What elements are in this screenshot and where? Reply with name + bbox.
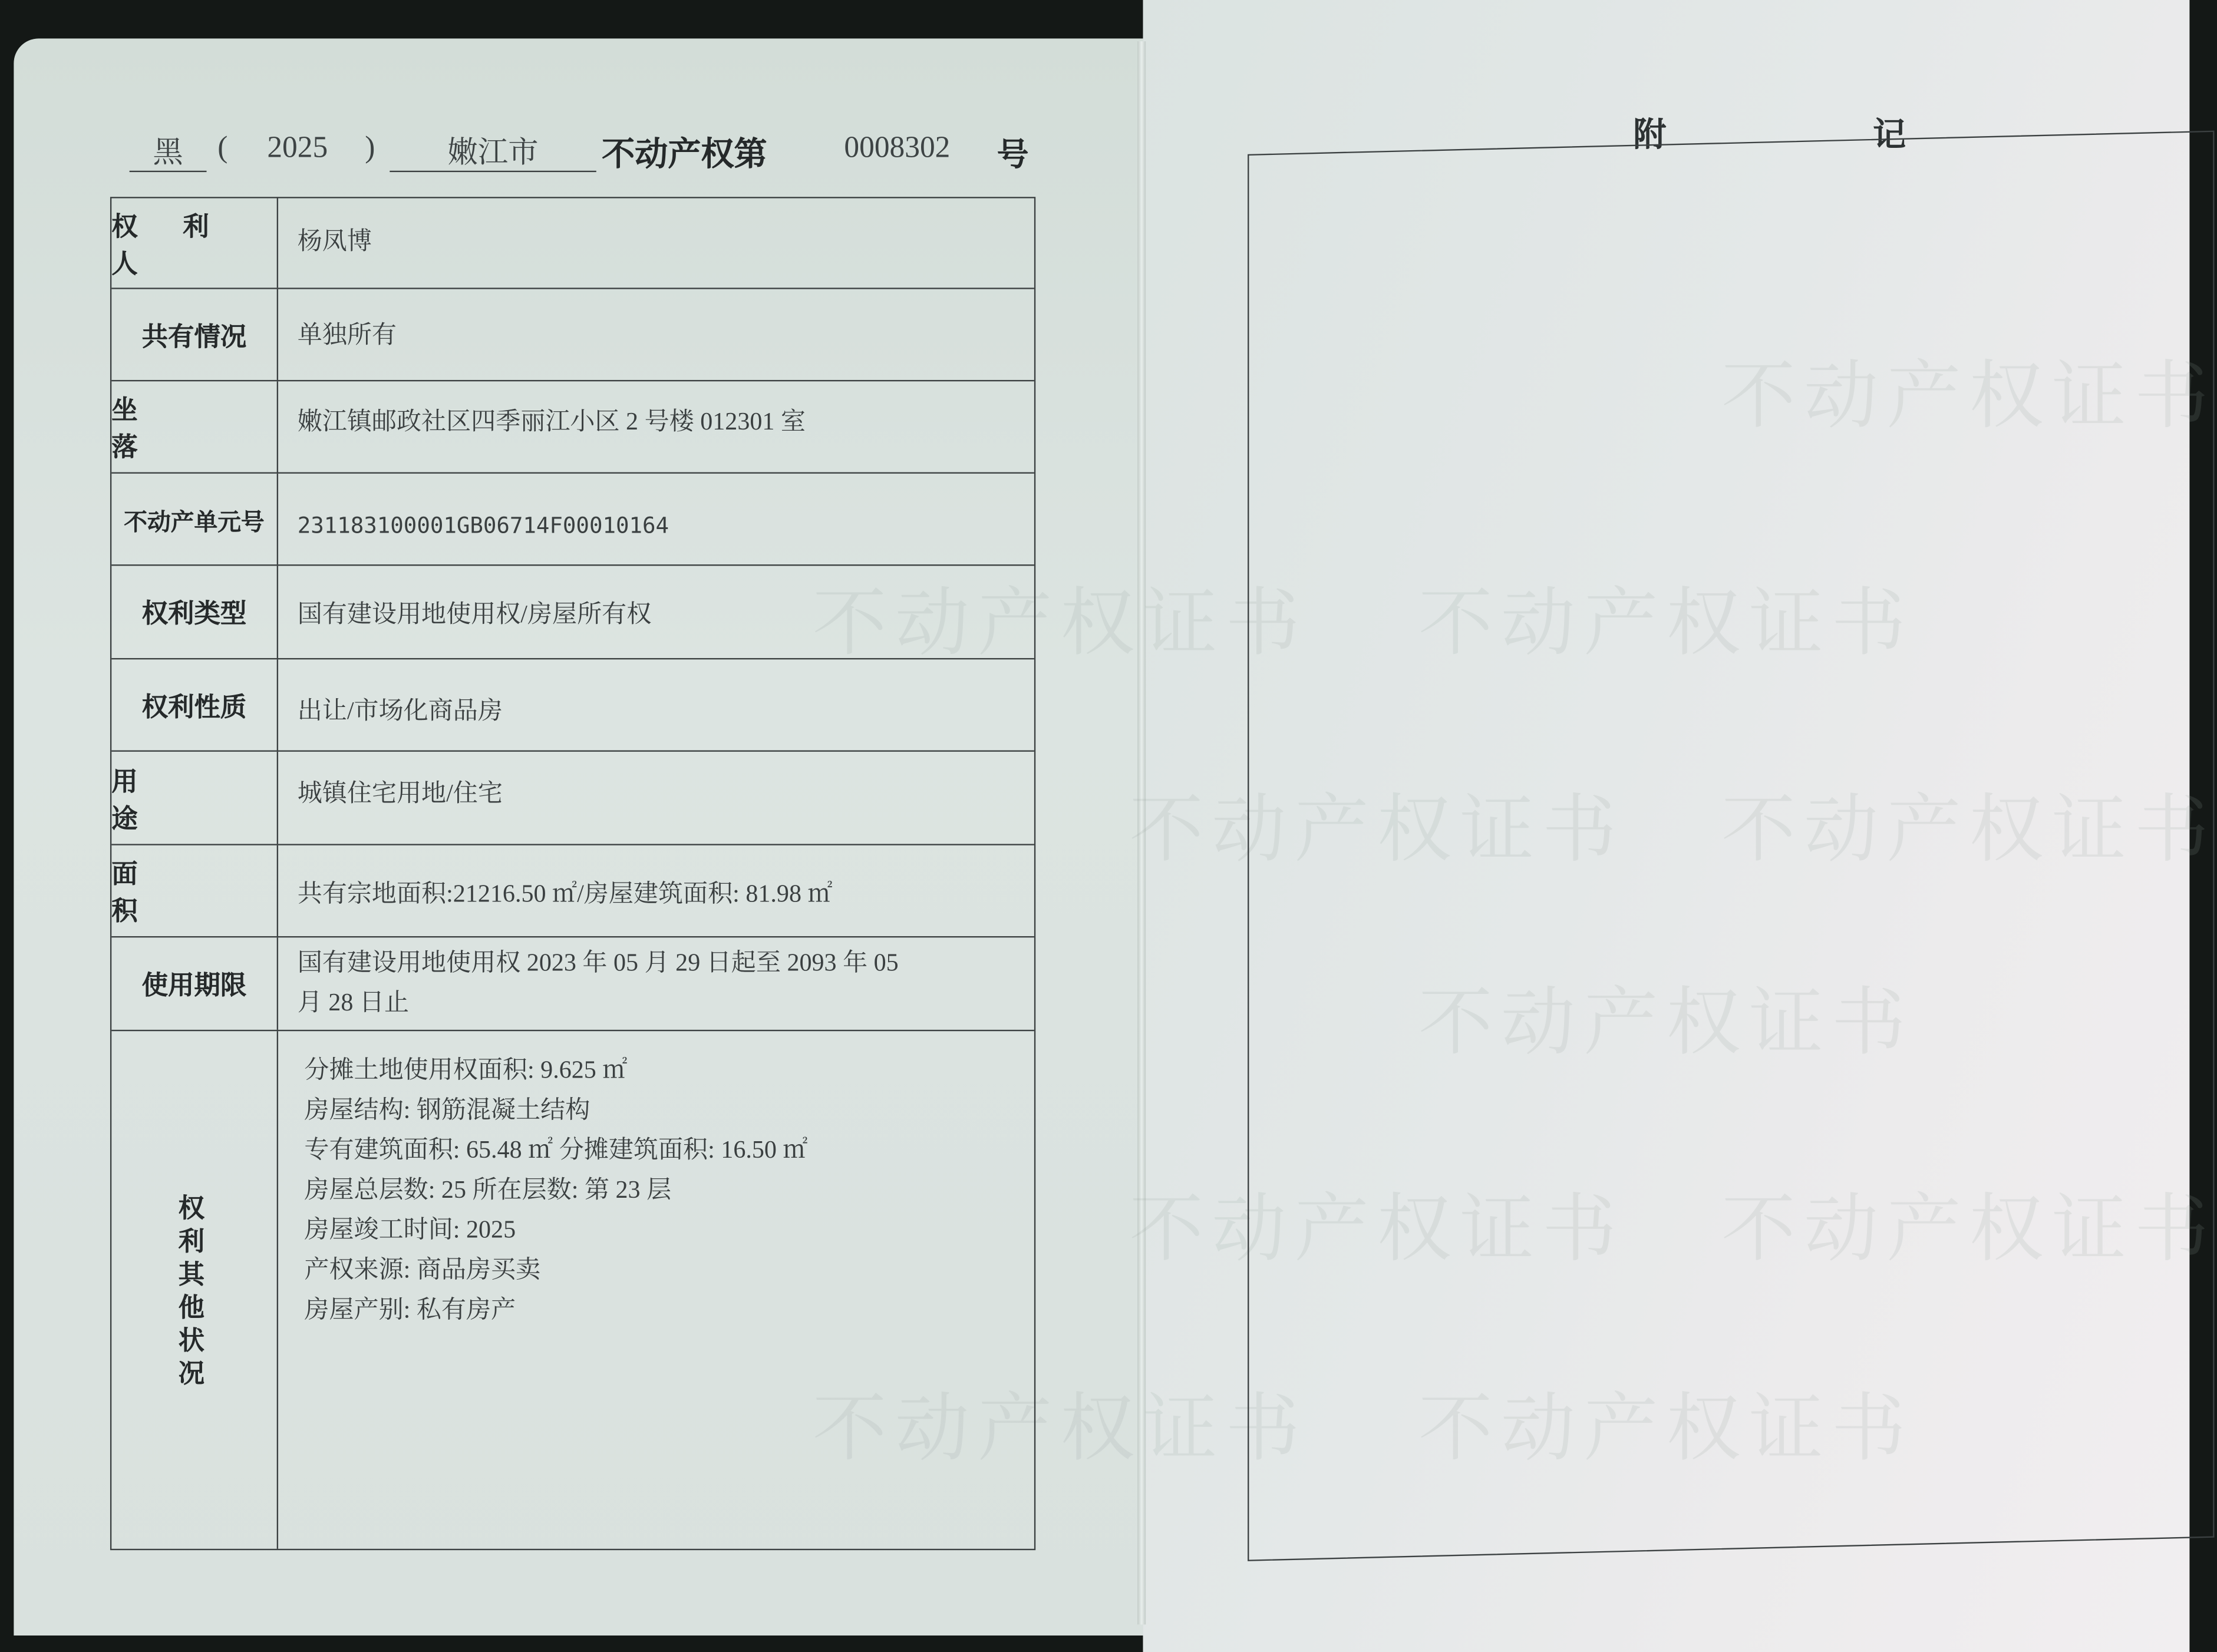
watermark-text: 不动产权证书 <box>1129 786 1625 873</box>
certificate-table <box>110 197 1035 1550</box>
detail-line: 房屋结构: 钢筋混凝土结构 <box>304 1096 590 1124</box>
label-usage: 用 途 <box>111 752 278 844</box>
value-co-ownership: 单独所有 <box>297 321 397 349</box>
label-owner: 权 利 人 <box>111 198 278 288</box>
value-usage: 城镇住宅用地/住宅 <box>297 779 503 807</box>
header-paren-open: ( <box>217 129 228 164</box>
header-city: 嫩江市 <box>390 130 596 172</box>
header-province: 黑 <box>130 130 207 172</box>
label-co-ownership: 共有情况 <box>111 289 278 380</box>
value-right-type: 国有建设用地使用权/房屋所有权 <box>297 600 652 628</box>
label-term: 使用期限 <box>111 937 278 1030</box>
label-other-status <box>111 1031 278 1549</box>
row-other-status <box>111 1031 1034 1549</box>
value-location: 嫩江镇邮政社区四季丽江小区 2 号楼 012301 室 <box>297 407 806 435</box>
row-unit-number <box>111 474 1034 566</box>
row-area <box>111 845 1034 938</box>
detail-line: 房屋产别: 私有房产 <box>304 1295 516 1323</box>
label-right-type: 权利类型 <box>111 566 278 658</box>
label-unit-number: 不动产单元号 <box>111 474 278 564</box>
watermark-text: 不动产权证书 <box>812 579 1308 666</box>
row-owner <box>111 198 1034 289</box>
value-right-nature: 出让/市场化商品房 <box>297 696 503 725</box>
watermark-text: 不动产权证书 <box>1721 786 2217 873</box>
watermark-text: 不动产权证书 <box>1721 1185 2217 1273</box>
row-location <box>111 381 1034 474</box>
detail-line: 专有建筑面积: 65.48 ㎡ 分摊建筑面积: 16.50 ㎡ <box>304 1135 808 1164</box>
annex-box <box>1248 131 2214 1561</box>
label-location: 坐 落 <box>111 381 278 472</box>
value-term-line2: 月 28 日止 <box>297 988 410 1016</box>
annex-title: 附 记 <box>1633 118 2005 154</box>
value-unit-number: 231183100001GB06714F00010164 <box>297 512 669 538</box>
label-area: 面 积 <box>111 845 278 936</box>
detail-line: 房屋总层数: 25 所在层数: 第 23 层 <box>304 1175 672 1204</box>
row-usage <box>111 752 1034 845</box>
label-char: 利 <box>178 1228 205 1257</box>
row-term <box>111 937 1034 1031</box>
header-number: 0008302 <box>844 129 951 164</box>
value-area: 共有宗地面积:21216.50 ㎡/房屋建筑面积: 81.98 ㎡ <box>297 880 833 907</box>
header-suffix: 号 <box>997 137 1029 173</box>
header-paren-close: ) <box>365 129 375 164</box>
row-right-type <box>111 566 1034 659</box>
label-char: 状 <box>178 1327 205 1356</box>
other-details <box>304 1050 1025 1330</box>
value-term-line1: 国有建设用地使用权 2023 年 05 月 29 日起至 2093 年 05 <box>297 949 899 976</box>
label-char: 况 <box>178 1360 205 1389</box>
header-cert-type: 不动产权第 <box>602 137 767 174</box>
watermark-text: 不动产权证书 <box>1418 1385 1915 1472</box>
watermark-text: 不动产权证书 <box>1721 352 2217 440</box>
detail-line: 分摊土地使用权面积: 9.625 ㎡ <box>304 1056 628 1084</box>
watermark-text: 不动产权证书 <box>1129 1185 1625 1273</box>
detail-line: 产权来源: 商品房买卖 <box>304 1255 541 1283</box>
watermark-text: 不动产权证书 <box>812 1385 1308 1472</box>
watermark-text: 不动产权证书 <box>1418 579 1915 666</box>
value-owner: 杨凤博 <box>297 227 372 255</box>
label-right-nature: 权利性质 <box>111 659 278 750</box>
row-co-ownership <box>111 289 1034 382</box>
row-right-nature <box>111 659 1034 752</box>
watermark-text: 不动产权证书 <box>1418 979 1915 1066</box>
detail-line: 房屋竣工时间: 2025 <box>304 1215 516 1244</box>
label-char: 他 <box>178 1294 205 1323</box>
label-char: 权 <box>178 1195 205 1224</box>
header-year: 2025 <box>267 129 328 164</box>
label-char: 其 <box>178 1261 205 1290</box>
